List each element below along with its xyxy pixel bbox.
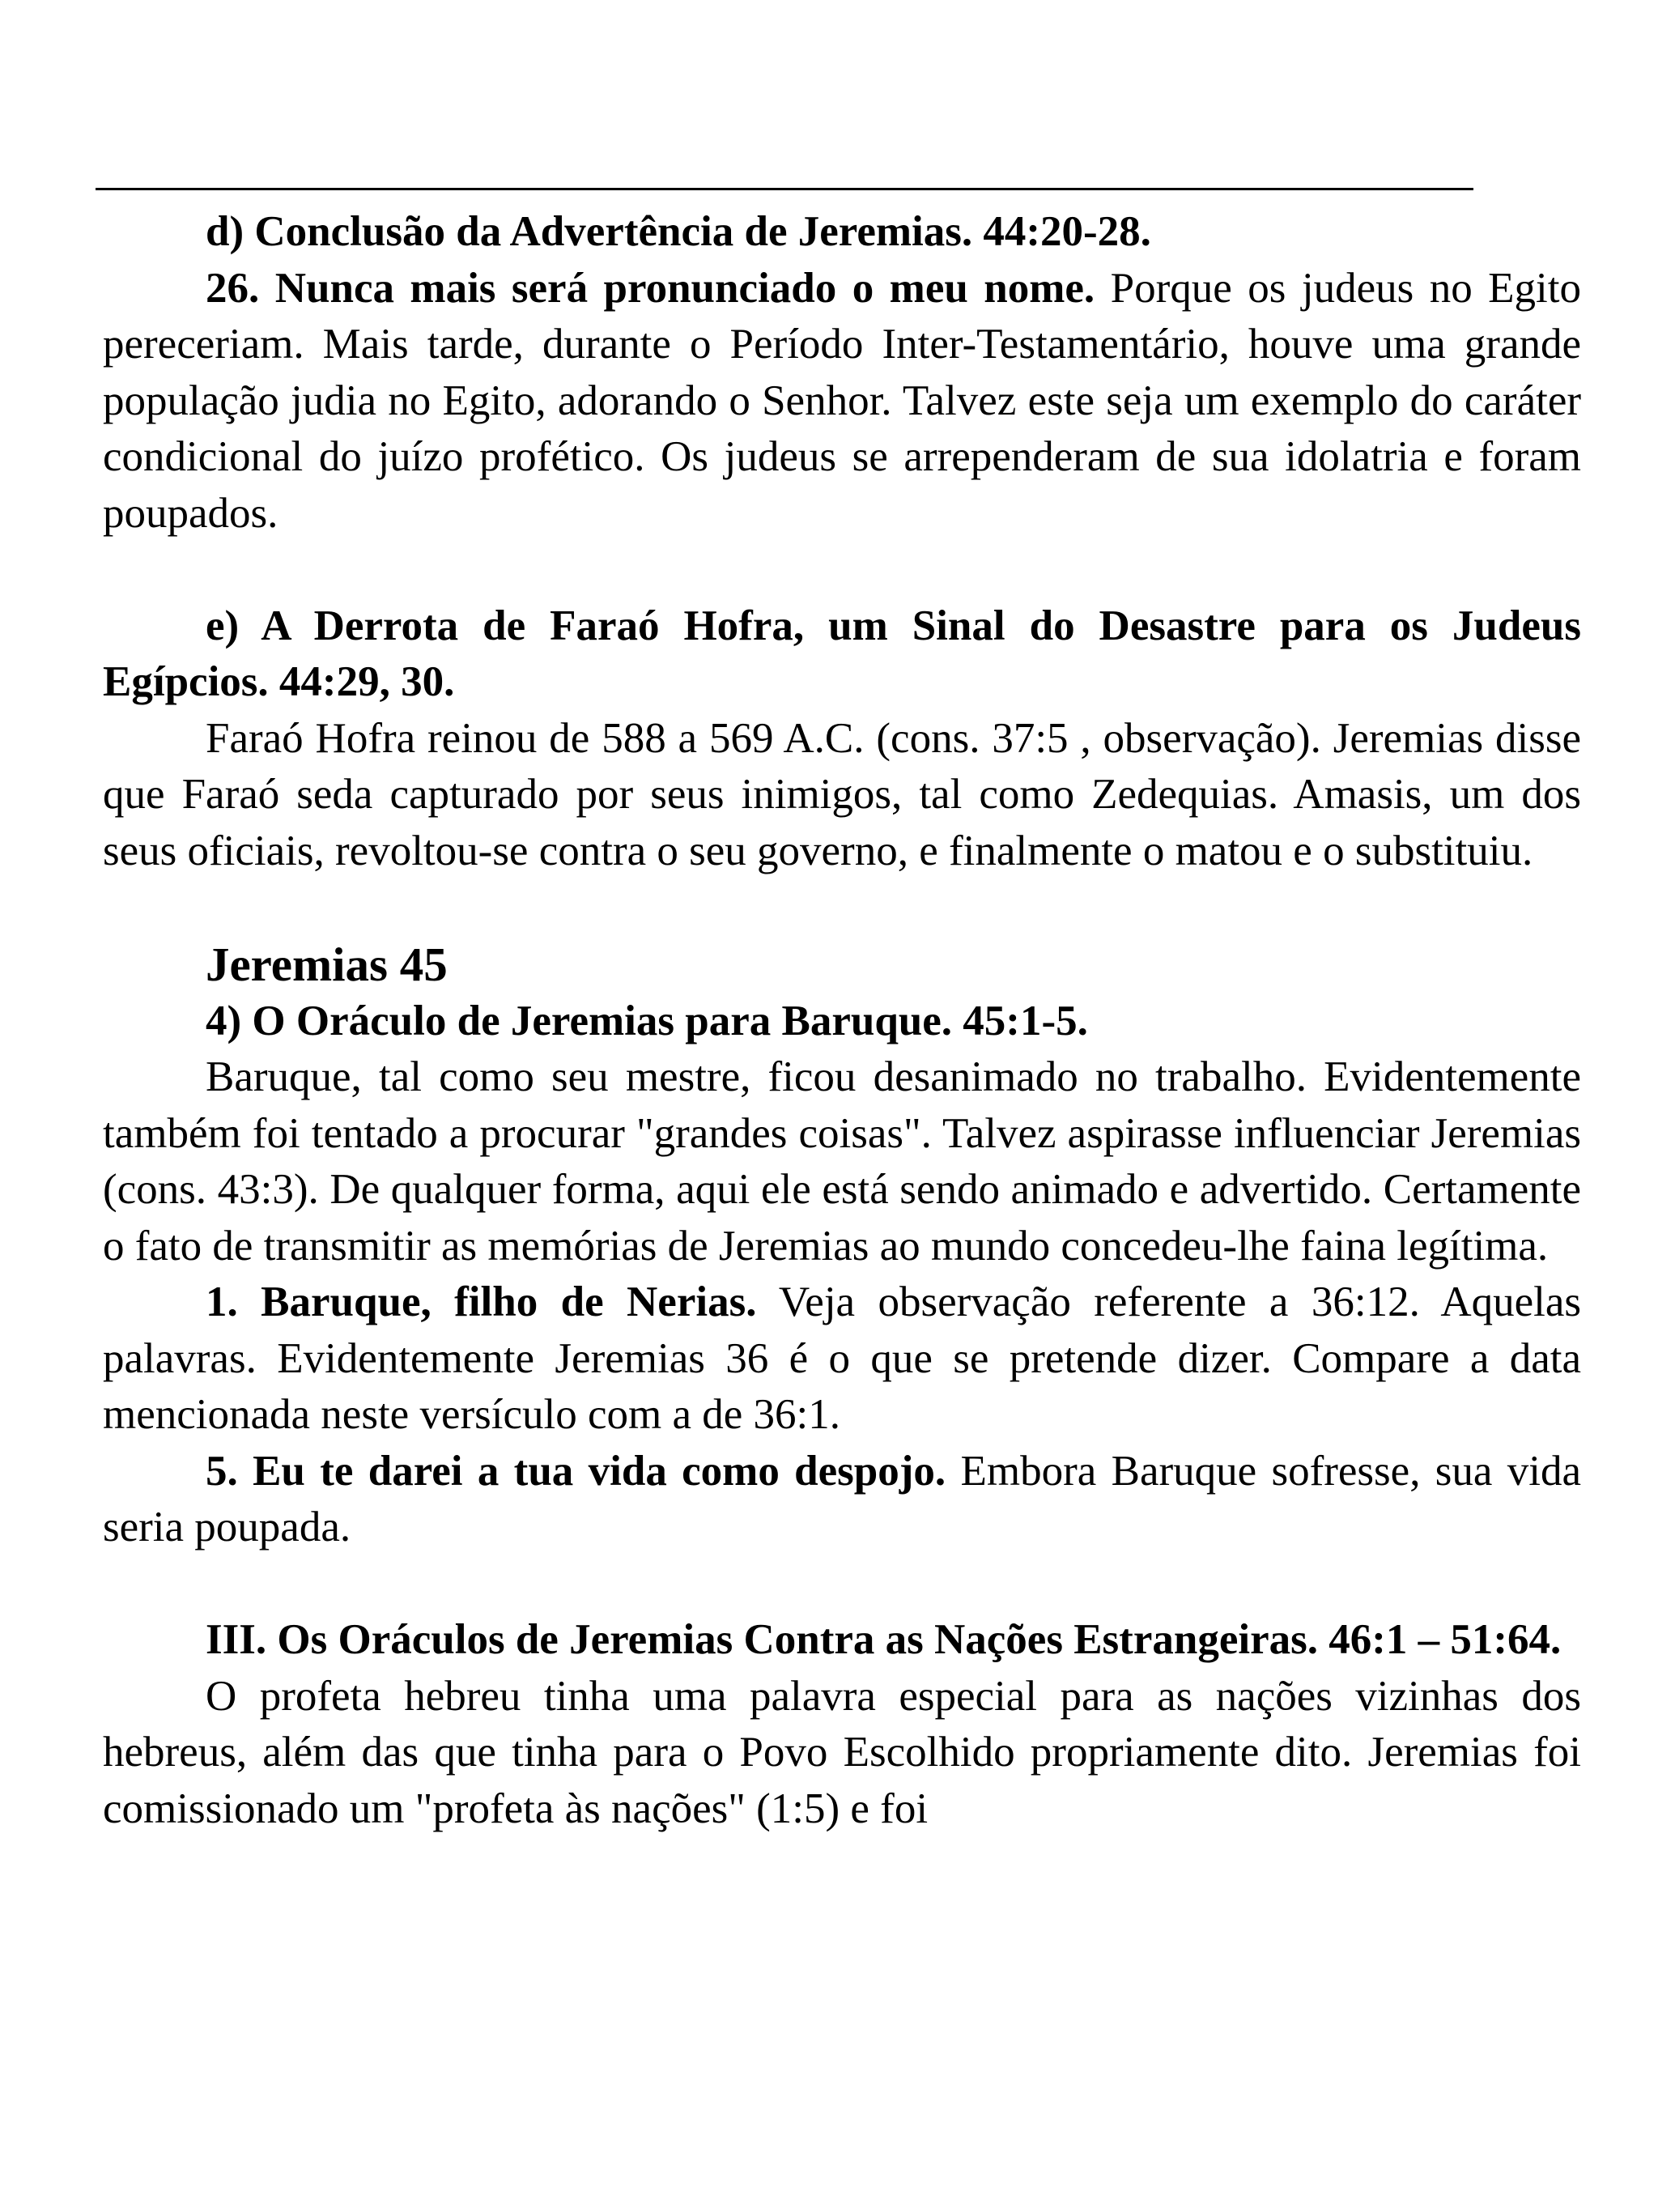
section-iii-text: O profeta hebreu tinha uma palavra especial para as nações vizinhas dos hebreus, além das que tinha para o Povo Escolhido propriamente dito. Jeremias foi comissionado um "profeta às nações" (1:5) e foi: [103, 1672, 1581, 1832]
section-e-text: Faraó Hofra reinou de 588 a 569 A.C. (cons. 37:5 , observação). Jeremias disse que Faraó seda capturado por seus inimigos, tal como Zedequias. Amasis, um dos seus oficiais, revoltou-se contra o seu governo, e finalmente o matou e o substituiu.: [103, 714, 1581, 874]
section-4-intro: Baruque, tal como seu mestre, ficou desanimado no trabalho. Evidentemente também foi tentado a procurar "grandes coisas". Talvez aspirasse influenciar Jeremias (cons. 43:3). De qualquer forma, aqui ele está sendo animado e advertido. Certamente o fato de transmitir as memórias de Jeremias ao mundo concedeu-lhe faina legítima.: [103, 1053, 1581, 1270]
paragraph-gap: [103, 542, 1581, 598]
section-iii-heading: III. Os Oráculos de Jeremias Contra as Nações Estrangeiras. 46:1 – 51:64.: [206, 1616, 1562, 1663]
verse-26-text: Porque os judeus no Egito pereceriam. Mais tarde, durante o Período Inter-Testamentário, houve uma grande população judia no Egito, adorando o Senhor. Talvez este seja um exemplo do caráter condicional do juízo profético. Os judeus se arrependeram de sua idolatria e foram poupados.: [103, 264, 1581, 537]
paragraph-gap: [103, 1556, 1581, 1613]
verse-5-label: 5. Eu te darei a tua vida como despojo.: [206, 1447, 946, 1495]
section-e-heading: e) A Derrota de Faraó Hofra, um Sinal do Desastre para os Judeus Egípcios. 44:29, 30.: [103, 602, 1581, 705]
section-4-heading: 4) O Oráculo de Jeremias para Baruque. 45:1-5.: [206, 997, 1088, 1044]
verse-1-text: Veja observação referente a 36:12. Aquelas palavras. Evidentemente Jeremias 36 é o que se pretende dizer. Compare a data mencionada neste versículo com a de 36:1.: [103, 1278, 1581, 1438]
verse-26-paragraph: [103, 261, 1581, 542]
paragraph-gap: [103, 879, 1581, 936]
verse-1-label: 1. Baruque, filho de Nerias.: [206, 1278, 757, 1325]
verse-5-paragraph: [103, 1444, 1581, 1556]
section-d-heading: d) Conclusão da Advertência de Jeremias. 44:20-28.: [206, 208, 1151, 255]
header-rule: [96, 188, 1473, 190]
verse-1-paragraph: [103, 1274, 1581, 1444]
verse-5-text: Embora Baruque sofresse, sua vida seria poupada.: [103, 1447, 1581, 1551]
chapter-45-title: Jeremias 45: [206, 937, 448, 991]
page-body: [103, 204, 1581, 1837]
verse-26-label: 26. Nunca mais será pronunciado o meu nome.: [206, 264, 1095, 312]
